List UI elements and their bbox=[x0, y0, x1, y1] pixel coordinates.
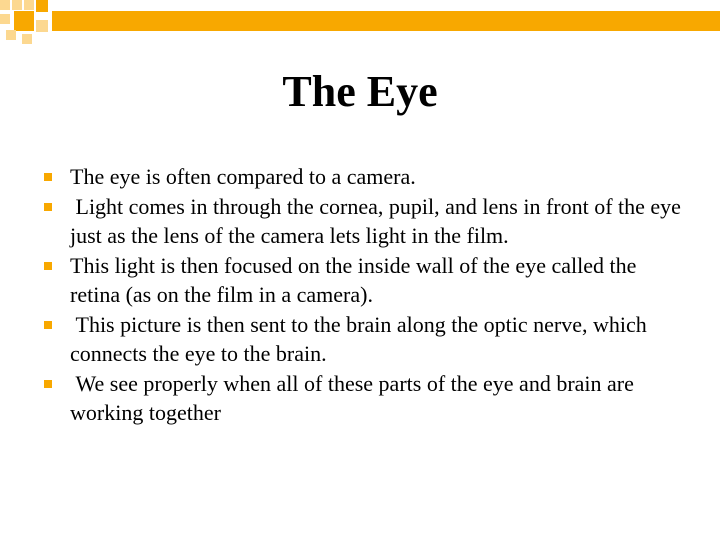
orange-square-bullet-icon bbox=[44, 173, 52, 181]
corner-square-icon bbox=[6, 30, 16, 40]
orange-square-bullet-icon bbox=[44, 321, 52, 329]
bullet-list bbox=[44, 162, 687, 428]
bullet-text: This picture is then sent to the brain along the optic nerve, which connects the eye to the brain. bbox=[70, 311, 653, 366]
orange-square-bullet-icon bbox=[44, 203, 52, 211]
header-accent-bar bbox=[52, 11, 720, 31]
slide-title: The Eye bbox=[282, 67, 438, 116]
corner-square-icon bbox=[0, 0, 10, 10]
orange-square-bullet-icon bbox=[44, 262, 52, 270]
bullet-item bbox=[44, 162, 684, 192]
bullet-item bbox=[44, 192, 687, 251]
corner-square-icon bbox=[14, 11, 34, 31]
corner-square-icon bbox=[0, 14, 10, 24]
bullet-text: The eye is often compared to a camera. bbox=[70, 164, 416, 189]
bullet-item bbox=[44, 310, 684, 369]
bullet-text: This light is then focused on the inside wall of the eye called the retina (as on the film in a camera). bbox=[70, 252, 642, 307]
corner-square-icon bbox=[24, 0, 34, 10]
corner-square-icon bbox=[12, 0, 22, 10]
corner-square-icon bbox=[36, 0, 48, 12]
bullet-item bbox=[44, 251, 684, 310]
corner-decoration bbox=[0, 0, 720, 50]
orange-square-bullet-icon bbox=[44, 380, 52, 388]
bullet-text: Light comes in through the cornea, pupil, and lens in front of the eye just as the lens of the camera lets light in the film. bbox=[70, 193, 687, 248]
corner-square-icon bbox=[22, 34, 32, 44]
bullet-item bbox=[44, 369, 684, 428]
corner-square-icon bbox=[36, 20, 48, 32]
bullet-text: We see properly when all of these parts of the eye and brain are working together bbox=[70, 370, 640, 425]
